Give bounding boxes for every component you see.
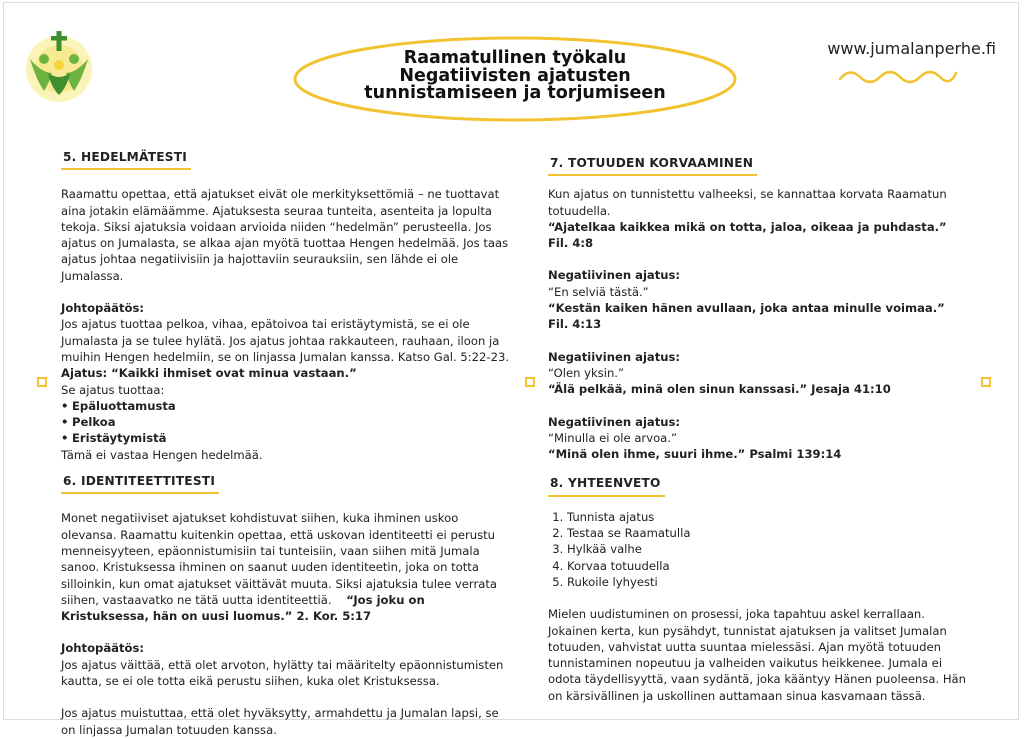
- section-7-example-2: [548, 349, 968, 398]
- list-item: • Epäluottamusta: [61, 398, 513, 414]
- squiggle-decoration-icon: [838, 65, 958, 85]
- truth-verse: “Kestän kaiken hänen avullaan, joka antaa minulle voimaa.” Fil. 4:13: [548, 301, 945, 332]
- title-line-1: Raamatullinen työkalu: [403, 48, 627, 68]
- list-item: • Pelkoa: [61, 414, 513, 430]
- section-6-conclusion-text: Jos ajatus väittää, että olet arvoton, hylätty tai määritelty epäonnistumisten kautta, se ei ole totta eikä perustu siihen, kuka olet Kristuksessa.: [61, 657, 504, 689]
- section-7-heading: 7. TOTUUDEN KORVAAMINEN: [548, 155, 757, 176]
- truth-verse: “Älä pelkää, minä olen sinun kanssasi.” Jesaja 41:10: [548, 382, 891, 397]
- right-column: [548, 155, 968, 704]
- section-7-example-3: [548, 414, 968, 463]
- logo: [22, 29, 96, 101]
- list-item: 5. Rukoile lyhyesti: [567, 574, 968, 590]
- page: [3, 2, 1019, 737]
- section-8-heading: 8. YHTEENVETO: [548, 475, 665, 496]
- list-item: 2. Testaa se Raamatulla: [567, 525, 968, 541]
- negative-thought-label: Negatiivinen ajatus:: [548, 414, 681, 429]
- section-6-closing: Jos ajatus muistuttaa, että olet hyväksytty, armahdettu ja Jumalan lapsi, se on linjassa Jumalan totuuden kanssa.: [61, 706, 499, 737]
- left-column: [61, 149, 513, 738]
- side-marker-center: [525, 377, 535, 387]
- section-5-intro: Raamattu opettaa, että ajatukset eivät ole merkityksettömiä – ne tuottavat aina jotakin elämäämme. Ajatuksesta seuraa tunteita, asenteita ja lopulta tekoja. Siksi ajatuksia voidaan arvioida niiden “hedelmän” perusteella. Jos ajatus on Jumalasta, se alkaa ajan myötä tuottaa Hengen hedelmää. Jos taas ajatus johtaa negatiivisiin ja hajottaviin seurauksiin, sen lähde ei ole Jumalassa.: [61, 187, 509, 283]
- section-5-closing: Tämä ei vastaa Hengen hedelmää.: [61, 447, 263, 462]
- list-item: 1. Tunnista ajatus: [567, 509, 968, 525]
- section-5-bullet-list: [61, 398, 513, 447]
- negative-thought: “En selviä tästä.”: [548, 284, 649, 299]
- family-cross-logo-icon: [22, 29, 96, 101]
- negative-thought-label: Negatiivinen ajatus:: [548, 268, 681, 283]
- section-5-produces-label: Se ajatus tuottaa:: [61, 382, 165, 397]
- section-5-example-thought: Ajatus: “Kaikki ihmiset ovat minua vastaan.”: [61, 366, 357, 381]
- section-7-example-1: [548, 267, 968, 332]
- list-item: • Eristäytymistä: [61, 430, 513, 446]
- section-5-heading: 5. HEDELMÄTESTI: [61, 149, 191, 170]
- section-5-conclusion-label: Johtopäätös:: [61, 301, 145, 316]
- side-marker-left: [37, 377, 47, 387]
- negative-thought: “Olen yksin.”: [548, 365, 624, 380]
- side-marker-right: [981, 377, 991, 387]
- section-6-verse: “Jos joku on Kristuksessa, hän on uusi luomus.” 2. Kor. 5:17: [61, 592, 425, 624]
- list-item: 4. Korvaa totuudella: [567, 558, 968, 574]
- section-6-intro-block: [61, 510, 513, 624]
- section-8-closing: Mielen uudistuminen on prosessi, joka tapahtuu askel kerrallaan. Jokainen kerta, kun pysähdyt, tunnistat ajatuksen ja valitset Jumalan totuuden, vahvistat uutta suuntaa mielessäsi. Ajan myötä totuuden tunnistaminen nopeutuu ja valheiden vaikutus heikkenee. Jumala ei odota täydellisyyttä, vaan sydäntä, joka kääntyy Hänen puoleensa. Hän on kärsivällinen ja uskollinen auttamaan sinua kasvamaan tässä.: [548, 607, 967, 703]
- negative-thought: “Minulla ei ole arvoa.”: [548, 430, 677, 445]
- section-7-intro-verse: “Ajatelkaa kaikkea mikä on totta, jaloa, oikeaa ja puhdasta.” Fil. 4:8: [548, 219, 947, 251]
- section-6-conclusion-label: Johtopäätös:: [61, 641, 145, 656]
- section-6-heading: 6. IDENTITEETTITESTI: [61, 473, 219, 494]
- section-6-intro: Monet negatiiviset ajatukset kohdistuvat siihen, kuka ihminen uskoo olevansa. Raamattu kuitenkin opettaa, että uskovan identiteetti ei perustu menneisyyteen, epäonnistumisiin tai tunteisiin, vaan siihen mitä Jumala sanoo. Kristuksessa ihminen on saanut uuden identiteetin, joka on totta silloinkin, kun omat ajatukset väittävät muuta. Siksi ajatuksia tulee verrata siihen, vastaavatko ne tätä uutta identiteettiä.: [61, 511, 497, 607]
- page-title: [291, 50, 739, 103]
- truth-verse: “Minä olen ihme, suuri ihme.” Psalmi 139:14: [548, 447, 842, 462]
- title-banner: [291, 33, 739, 125]
- negative-thought-label: Negatiivinen ajatus:: [548, 349, 681, 364]
- title-line-2: Negatiivisten ajatusten: [399, 65, 631, 86]
- site-url[interactable]: www.jumalanperhe.fi: [827, 39, 996, 58]
- section-5-conclusion-text: Jos ajatus tuottaa pelkoa, vihaa, epätoivoa tai eristäytymistä, se ei ole Jumalasta ja se tulee hylätä. Jos ajatus johtaa rakkauteen, rauhaan, iloon ja muihin Hengen hedelmiin, se on linjassa Jumalan kanssa. Katso Gal. 5:22-23.: [61, 317, 510, 364]
- title-line-3: tunnistamiseen ja torjumiseen: [364, 83, 666, 103]
- section-8-steps-list: [548, 509, 968, 590]
- section-7-intro: Kun ajatus on tunnistettu valheeksi, se kannattaa korvata Raamatun totuudella.: [548, 187, 947, 218]
- list-item: 3. Hylkää valhe: [567, 541, 968, 557]
